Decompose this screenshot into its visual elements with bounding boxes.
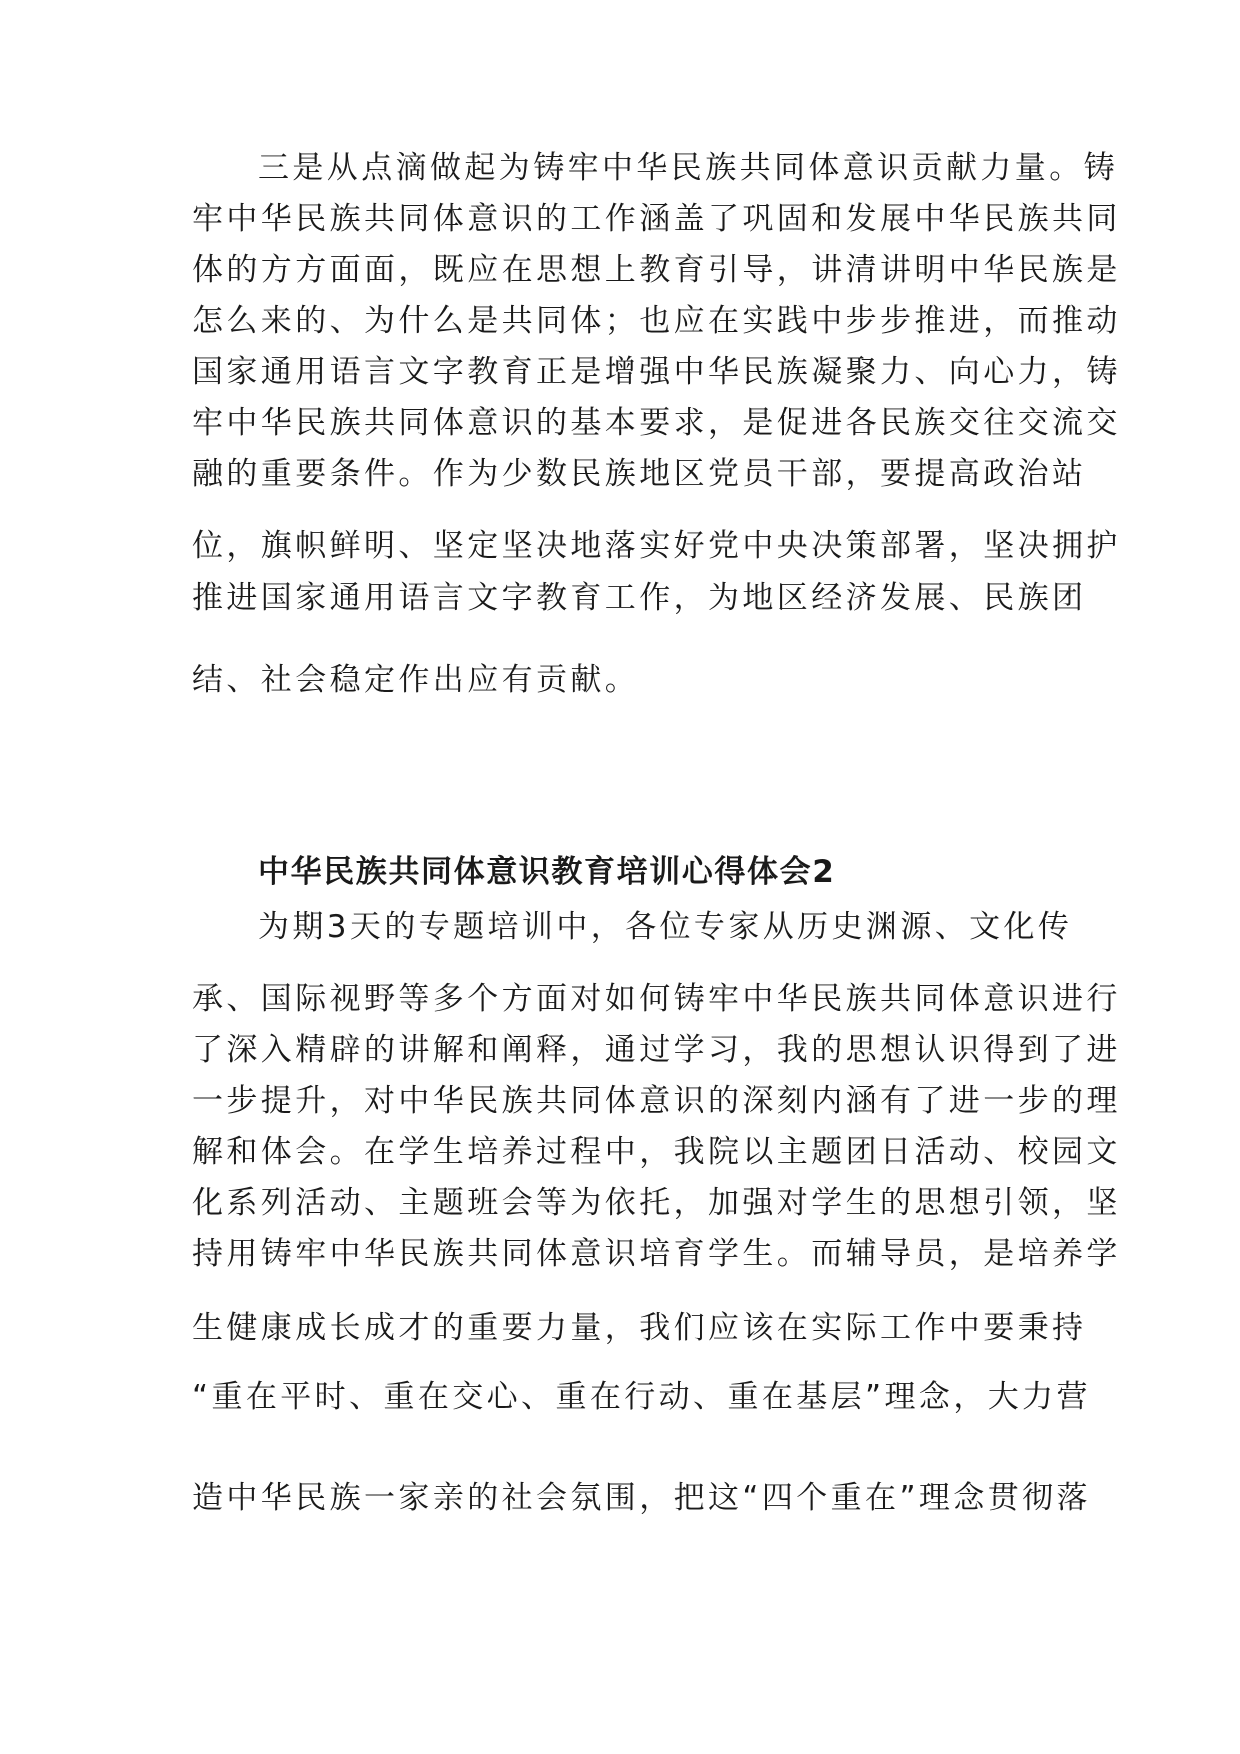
paragraph-2-line-9: “重在平时、重在交心、重在行动、重在基层”理念，大力营 (192, 1379, 1091, 1415)
paragraph-1-line-6: 牢中华民族共同体意识的基本要求，是促进各民族交往交流交 (192, 405, 1121, 441)
paragraph-1-line-10: 结、社会稳定作出应有贡献。 (192, 662, 640, 698)
paragraph-1-line-8: 位，旗帜鲜明、坚定坚决地落实好党中央决策部署，坚决拥护 (192, 528, 1121, 564)
paragraph-2-line-5: 解和体会。在学生培养过程中，我院以主题团日活动、校园文 (192, 1134, 1121, 1170)
paragraph-1-line-9: 推进国家通用语言文字教育工作，为地区经济发展、民族团 (192, 580, 1087, 616)
paragraph-1-line-1: 三是从点滴做起为铸牢中华民族共同体意识贡献力量。铸 (258, 150, 1118, 186)
paragraph-2-line-8: 生健康成长成才的重要力量，我们应该在实际工作中要秉持 (192, 1310, 1087, 1346)
paragraph-2-line-10: 造中华民族一家亲的社会氛围，把这“四个重在”理念贯彻落 (192, 1480, 1091, 1516)
paragraph-1-line-5: 国家通用语言文字教育正是增强中华民族凝聚力、向心力，铸 (192, 354, 1121, 390)
paragraph-2-line-4: 一步提升，对中华民族共同体意识的深刻内涵有了进一步的理 (192, 1083, 1121, 1119)
paragraph-1-line-3: 体的方方面面，既应在思想上教育引导，讲清讲明中华民族是 (192, 252, 1121, 288)
paragraph-1-line-2: 牢中华民族共同体意识的工作涵盖了巩固和发展中华民族共同 (192, 201, 1121, 237)
section-heading: 中华民族共同体意识教育培训心得体会2 (258, 854, 836, 890)
paragraph-2-line-3: 了深入精辟的讲解和阐释，通过学习，我的思想认识得到了进 (192, 1032, 1121, 1068)
paragraph-2-line-2: 承、国际视野等多个方面对如何铸牢中华民族共同体意识进行 (192, 981, 1121, 1017)
paragraph-1-line-4: 怎么来的、为什么是共同体；也应在实践中步步推进，而推动 (192, 303, 1121, 339)
paragraph-1-line-7: 融的重要条件。作为少数民族地区党员干部，要提高政治站 (192, 456, 1087, 492)
paragraph-2-line-7: 持用铸牢中华民族共同体意识培育学生。而辅导员，是培养学 (192, 1236, 1121, 1272)
paragraph-2-line-1: 为期3天的专题培训中，各位专家从历史渊源、文化传 (258, 909, 1073, 945)
paragraph-2-line-6: 化系列活动、主题班会等为依托，加强对学生的思想引领，坚 (192, 1185, 1121, 1221)
